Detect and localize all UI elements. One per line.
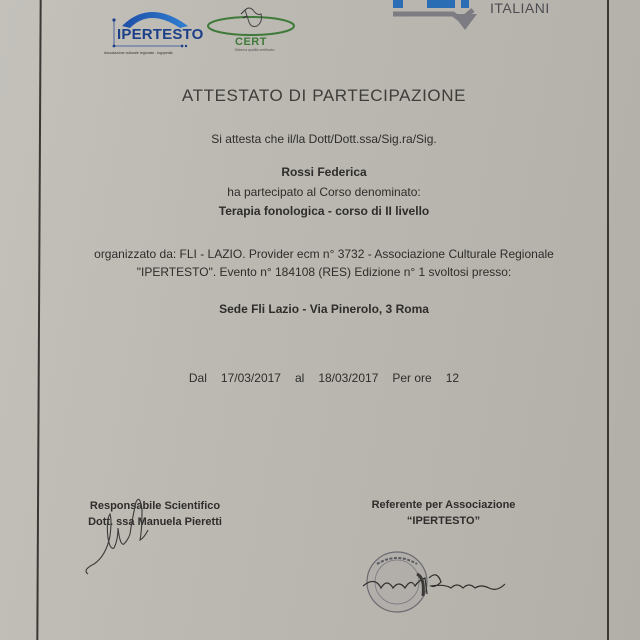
ipertesto-logo-text: IPERTESTO (117, 26, 204, 43)
association-referent-org: “IPERTESTO” (406, 515, 481, 527)
from-date: 17/03/2017 (220, 371, 281, 385)
handwritten-signature-left-icon (80, 490, 160, 580)
ipertesto-logo-subtitle: Associazione culturale regionale - logopedia (104, 51, 173, 55)
to-label: al (294, 371, 305, 385)
venue: Sede Fli Lazio - Via Pinerolo, 3 Roma (219, 302, 429, 316)
organizer-line-1: organizzato da: FLI - LAZIO. Provider ecm n° 3732 - Associazione Culturale Regionale (94, 247, 554, 261)
association-referent-role: Referente per Associazione (371, 499, 516, 511)
hours-value: 12 (445, 371, 460, 385)
stamp-and-signature-right-icon (355, 548, 525, 618)
attest-line: Si attesta che il/la Dott/Dott.ssa/Sig.ra/Sig. (211, 132, 437, 146)
fli-logo (385, 0, 550, 40)
hours-label: Per ore (392, 371, 432, 385)
scientific-lead-role: Responsabile Scientifico (89, 500, 221, 512)
cert-logo-text: CERT (235, 36, 267, 48)
scientific-lead-name: Dott. ssa Manuela Pieretti (88, 516, 222, 528)
cert-ring-icon (205, 2, 297, 64)
cert-logo-subtitle: Sistema qualità certificato (234, 48, 275, 52)
participant-name: Rossi Federica (281, 165, 367, 179)
fli-logo-text: ITALIANI (490, 0, 550, 16)
to-date: 18/03/2017 (318, 371, 379, 385)
certificate-title: ATTESTATO DI PARTECIPAZIONE (181, 86, 467, 105)
association-referent-signature-block (356, 497, 531, 529)
ipertesto-logo (100, 2, 202, 60)
from-label: Dal (188, 371, 207, 385)
course-dates (40, 371, 608, 385)
cert-logo (205, 2, 297, 64)
organizer-line-2: "IPERTESTO". Evento n° 184108 (RES) Edizione n° 1 svoltosi presso: (136, 265, 512, 279)
course-name: Terapia fonologica - corso di II livello (218, 204, 430, 218)
participated-line: ha partecipato al Corso denominato: (227, 185, 421, 199)
